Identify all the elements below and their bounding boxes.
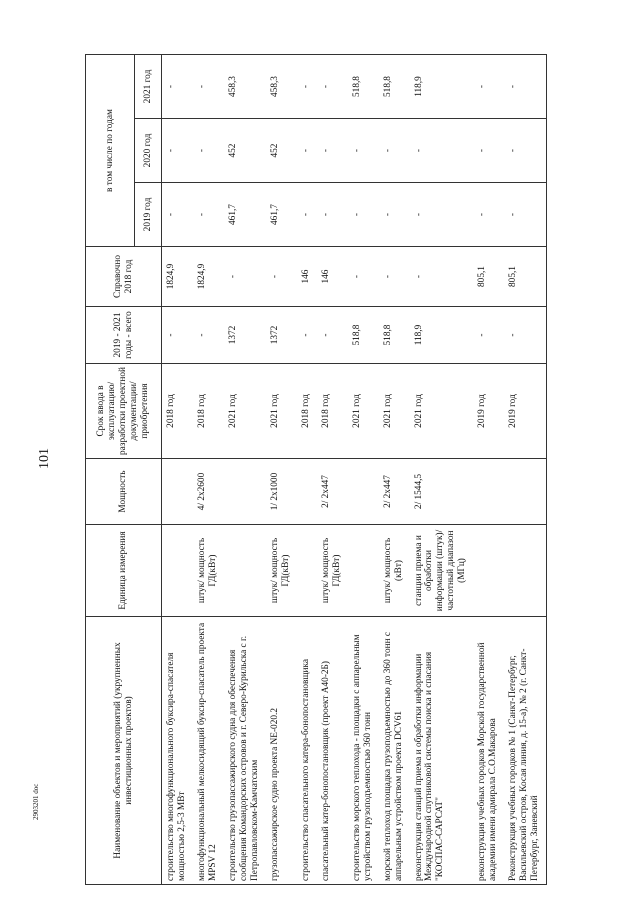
cell-name: спасательный катер-бонопостановщик (проект А40-2Б) [317, 617, 348, 885]
cell-2021: 118,9 [410, 55, 474, 119]
cell-reference: 1824,9 [193, 247, 224, 307]
cell-name: грузопассажирское судно проекта NE-020.2 [266, 617, 297, 885]
cell-reference: - [266, 247, 297, 307]
cell-term: 2021 год [224, 364, 266, 459]
cell-unit: станции приема и обработки информации (штук)/ частотный диапазон (МГц) [410, 525, 474, 617]
header-capacity: Мощность [86, 459, 162, 525]
cell-capacity [162, 459, 193, 525]
cell-total: - [297, 307, 317, 364]
cell-2021: 518,8 [379, 55, 410, 119]
cell-capacity [473, 459, 504, 525]
cell-2019: - [317, 183, 348, 247]
investment-table-sheet [85, 55, 595, 885]
header-reference: Справочно 2018 год [86, 247, 162, 307]
cell-2021: - [193, 55, 224, 119]
header-total: 2019 - 2021 годы - всего [86, 307, 162, 364]
cell-unit: штук/ мощность (кВт) [379, 525, 410, 617]
table-row [193, 55, 224, 885]
investment-table [85, 54, 547, 885]
cell-capacity: 2/ 2x447 [317, 459, 348, 525]
cell-name: реконструкция учебных городков Морской государственной академии имени адмирала С.О.Макарова [473, 617, 504, 885]
cell-unit [297, 525, 317, 617]
cell-term: 2018 год [317, 364, 348, 459]
table-row [224, 55, 266, 885]
cell-total: - [317, 307, 348, 364]
table-row [473, 55, 504, 885]
cell-2019: 461,7 [224, 183, 266, 247]
cell-2020: - [193, 119, 224, 183]
cell-capacity [297, 459, 317, 525]
cell-capacity: 2/ 2x447 [379, 459, 410, 525]
cell-capacity [348, 459, 379, 525]
cell-2019: - [379, 183, 410, 247]
cell-2019: - [473, 183, 504, 247]
cell-unit [162, 525, 193, 617]
cell-2021: - [504, 55, 546, 119]
table-row [379, 55, 410, 885]
cell-2020: - [317, 119, 348, 183]
cell-reference: 1824,9 [162, 247, 193, 307]
cell-2019: 461,7 [266, 183, 297, 247]
cell-total: - [162, 307, 193, 364]
cell-reference: 805,1 [504, 247, 546, 307]
cell-term: 2018 год [193, 364, 224, 459]
cell-capacity: 2/ 1544,5 [410, 459, 474, 525]
cell-2019: - [193, 183, 224, 247]
cell-capacity [224, 459, 266, 525]
table-row [266, 55, 297, 885]
cell-name: реконструкция станций приема и обработки информации Международной спутниковой системы поиска и спасания "КОСПАС-САРСАТ" [410, 617, 474, 885]
cell-total: 518,8 [379, 307, 410, 364]
cell-2020: 452 [224, 119, 266, 183]
cell-term: 2018 год [297, 364, 317, 459]
cell-2021: 518,8 [348, 55, 379, 119]
header-2020: 2020 год [135, 119, 162, 183]
cell-2021: - [297, 55, 317, 119]
cell-total: - [473, 307, 504, 364]
cell-2019: - [297, 183, 317, 247]
table-row [504, 55, 546, 885]
header-2021: 2021 год [135, 55, 162, 119]
cell-2021: 458,3 [224, 55, 266, 119]
cell-2019: - [410, 183, 474, 247]
cell-name: строительство морского теплохода - площадки с аппарельным устройством грузоподъемностью 360 тонн [348, 617, 379, 885]
cell-2019: - [348, 183, 379, 247]
header-2019: 2019 год [135, 183, 162, 247]
cell-reference: - [348, 247, 379, 307]
table-row [297, 55, 317, 885]
cell-term: 2021 год [410, 364, 474, 459]
cell-name: строительство многофункционального буксира-спасателя мощностью 2,5-3 МВт [162, 617, 193, 885]
cell-2020: - [379, 119, 410, 183]
cell-2019: - [162, 183, 193, 247]
cell-total: 1372 [266, 307, 297, 364]
cell-2019: - [504, 183, 546, 247]
cell-total: 1372 [224, 307, 266, 364]
cell-term: 2019 год [504, 364, 546, 459]
cell-2020: - [297, 119, 317, 183]
cell-name: строительство грузопассажирского судна для обеспечения сообщения Командорских островов и г. Северо-Курильска с г. Петропавловском-Камчатским [224, 617, 266, 885]
cell-term: 2021 год [379, 364, 410, 459]
cell-2020: 452 [266, 119, 297, 183]
cell-2021: - [473, 55, 504, 119]
cell-reference: 805,1 [473, 247, 504, 307]
cell-unit: штук/ мощность ГД(кВт) [266, 525, 297, 617]
cell-total: 518,8 [348, 307, 379, 364]
cell-term: 2019 год [473, 364, 504, 459]
cell-2020: - [410, 119, 474, 183]
cell-2021: - [317, 55, 348, 119]
header-by-years: в том числе по годам [86, 55, 135, 247]
header-term: Срок ввода в эксплуатацию/ разработки проектной документации/ приобретения [86, 364, 162, 459]
cell-2020: - [162, 119, 193, 183]
cell-total: - [504, 307, 546, 364]
header-name: Наименование объектов и мероприятий (укрупненных инвестиционных проектов) [86, 617, 162, 885]
cell-capacity [504, 459, 546, 525]
cell-2020: - [473, 119, 504, 183]
cell-total: 118,9 [410, 307, 474, 364]
cell-unit [224, 525, 266, 617]
cell-reference: - [379, 247, 410, 307]
cell-term: 2021 год [266, 364, 297, 459]
cell-term: 2018 год [162, 364, 193, 459]
cell-reference: - [410, 247, 474, 307]
cell-term: 2021 год [348, 364, 379, 459]
table-row [317, 55, 348, 885]
cell-unit: штук/ мощность ГД(кВт) [193, 525, 224, 617]
cell-name: строительство спасательного катера-бонопостановщика [297, 617, 317, 885]
cell-total: - [193, 307, 224, 364]
cell-2020: - [504, 119, 546, 183]
cell-name: многофункциональный мелкосидящий буксир-спасатель проекта MPSV 12 [193, 617, 224, 885]
cell-2021: 458,3 [266, 55, 297, 119]
cell-unit: штук/ мощность ГД(кВт) [317, 525, 348, 617]
cell-unit [348, 525, 379, 617]
cell-name: Реконструкция учебных городков № 1 (Санкт-Петербург, Васильевский остров, Косая линия, д. 15-а), № 2 (г. Санкт-Петербург, Заневский [504, 617, 546, 885]
cell-reference: - [224, 247, 266, 307]
cell-name: морской теплоход площадка грузоподъемностью до 360 тонн с аппарельным устройством проекта DCV61 [379, 617, 410, 885]
cell-reference: 146 [317, 247, 348, 307]
cell-capacity: 1/ 2x1000 [266, 459, 297, 525]
cell-2021: - [162, 55, 193, 119]
page-number: 101 [37, 448, 52, 469]
cell-unit [504, 525, 546, 617]
cell-2020: - [348, 119, 379, 183]
header-unit: Единица измерения [86, 525, 162, 617]
cell-capacity: 4/ 2x2600 [193, 459, 224, 525]
cell-reference: 146 [297, 247, 317, 307]
cell-unit [473, 525, 504, 617]
table-row [348, 55, 379, 885]
table-row [410, 55, 474, 885]
document-footer-code: 2903201 doc [32, 783, 40, 820]
table-row [162, 55, 193, 885]
